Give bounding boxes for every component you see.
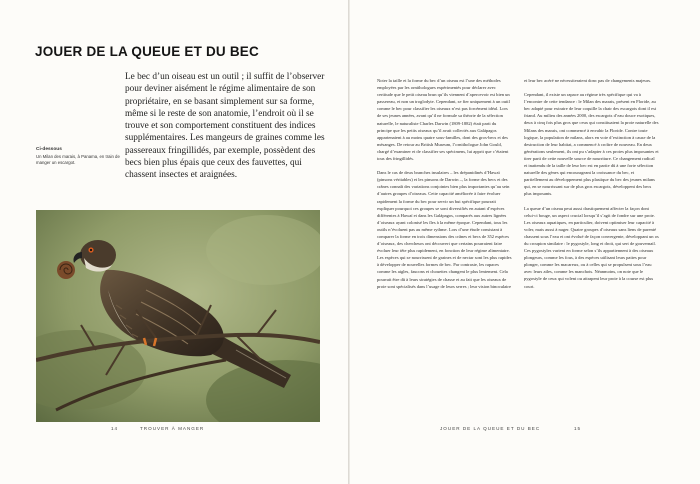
page-number-left: 14 — [111, 426, 119, 431]
snail-kite-photo — [36, 210, 320, 422]
page-number-right: 15 — [574, 426, 582, 431]
left-page — [0, 0, 348, 484]
chapter-heading: JOUER DE LA QUEUE ET DU BEC — [35, 44, 259, 59]
photo-illustration — [36, 210, 320, 422]
paragraph: Cependant, il existe un rapace au régime très spécifique qui va à l’encontre de cette tendance : le Milan des marais, présent en Floride, au bec adapté pour extraire de leur coquille la chair des escargots dont il est friand. Au milieu des années 2000, des escargots d’eau douce exotiques, deux à cinq fois plus gros que ceux qui constituaient la proie naturelle des Milans des marais, ont commencé à envahir la Floride. Contre toute logique, la population de milans, alors en voie d’extinction à cause de la destruction de leur habitat, a commencé à croître de nouveau. En deux générations seulement, ils ont pu s’adapter à ces proies plus imposantes et tirer parti de cette nouvelle source de nourriture. Ce changement radical et inattendu de la taille de leur bec est en partie dû à une forte sélection naturelle des gènes qui encourageant la croissance du bec, et partiellement au développement plus plastique du bec des jeunes milans qui, en se nourrissant sur de plus gros escargots, développent des becs plus imposants. — [524, 92, 659, 197]
caption-text: Un Milan des marais, à Panama, en train de manger un escargot. — [36, 154, 120, 165]
running-title-right: JOUER DE LA QUEUE ET DU BEC — [440, 426, 541, 431]
running-title-left: TROUVER À MANGER — [140, 426, 205, 431]
intro-paragraph: Le bec d’un oiseau est un outil ; il suffit de l’observer pour deviner aisément le régime alimentaire de son propriétaire, en se basant simplement sur sa forme, même si le reste de son anatomie, l’endroit où il se trouve et son comportement constituent des indices supplémentaires. Les mangeurs de graines comme les passereaux fringillidés, par exemple, possèdent des becs bien plus épais que ceux des fauvettes, qui chassent insectes et araignées. — [125, 72, 325, 181]
caption-title: Ci-dessous — [36, 147, 62, 152]
text-column-2 — [524, 77, 659, 297]
text-column-1 — [377, 77, 512, 297]
paragraph: Dans le cas de deux branches insulaires – les drépanidinés d’Hawaï (pinsons véritables) et les pinsons de Darwin –, la forme des becs et des crânes connaît des variations conjointes bien plus importantes qu’au sein d’autres groupes d’oiseaux. Cette capacité améliorée à faire évoluer rapidement la forme du bec pour servir un but spécifique pourrait expliquer pourquoi ces groupes se sont diversifiés en autant d’espèces différentes à Hawaï et dans les Galápagos, comparés aux autres lignées d’oiseaux ayant colonisé les îles à la même époque. Cependant, tous les outils n’évoluent pas au même rythme. Lors d’une étude consistant à comparer la forme en trois dimensions des crânes et becs de 352 espèces d’oiseaux, des chercheurs ont découvert que certains pourraient faire évoluer leur tête plus rapidement, en fonction de leur régime alimentaire. Les espèces qui se nourrissent de graines et de nectar sont les plus rapides à développer de nouvelles formes de bec. Par contraste, les rapaces comme les aigles, faucons et chouettes changent le plus lentement. Cela pourrait être dû à leurs stratégies de chasse et au fait que les oiseaux de proie sont spécialisés dans l’usage de leurs serres ; leur vision binoculaire — [377, 170, 512, 289]
paragraph: et leur bec acéré ne nécessiteraient donc pas de changements majeurs. — [524, 78, 652, 83]
paragraph: Noter la taille et la forme du bec d’un oiseau est l’une des méthodes employées par les ornithologues expérimentés pour déclarer avec certitude que le petit oiseau brun qu’ils viennent d’apercevoir est bien un passereau, et non un troglodyte. Cependant, se fier uniquement à un outil comme le bec pour classifier les oiseaux n’est pas forcément idéal. Lors de ses jeunes années, avant qu’il ne formule sa théorie de la sélection naturelle, le naturaliste Charles Darwin (1809-1882) était parti du principe que les petits oiseaux qu’il avait collectés aux Galápagos appartenaient à au moins quatre sous-familles, dont des gros-becs et des mésanges. De retour au British Museum, l’ornithologue John Gould, chargé d’examiner et de classifier ses spécimens, lui apprit que c’étaient tous des fringillidés. — [377, 78, 510, 162]
photo-caption — [36, 147, 120, 165]
paragraph: La queue d’un oiseau peut aussi drastiquement affecter la façon dont celui-ci bouge, un aspect crucial lorsqu’il s’agit de fondre sur une proie. Les oiseaux aquatiques, en particulier, doivent optimiser leur capacité à voler, mais aussi à nager. Quatre groupes d’oiseaux sans liens de parenté chassent sous l’eau et ont évolué de façon convergente, développant un os du croupion similaire : le pygostyle, long et droit, qui sert de gouvernail. Ces pygostyles varient en forme selon s’ils appartiennent à des oiseaux plongeurs, comme les fous, à des espèces utilisant leurs pattes pour plonger, comme les macareux, ou à celles qui se propulsent sous l’eau avec leurs ailes, comme les manchots. Néanmoins, on note que le pygostyle de ceux qui volent ou attrapent leur proie à la course est plus court. — [524, 205, 659, 289]
right-page — [350, 0, 700, 484]
